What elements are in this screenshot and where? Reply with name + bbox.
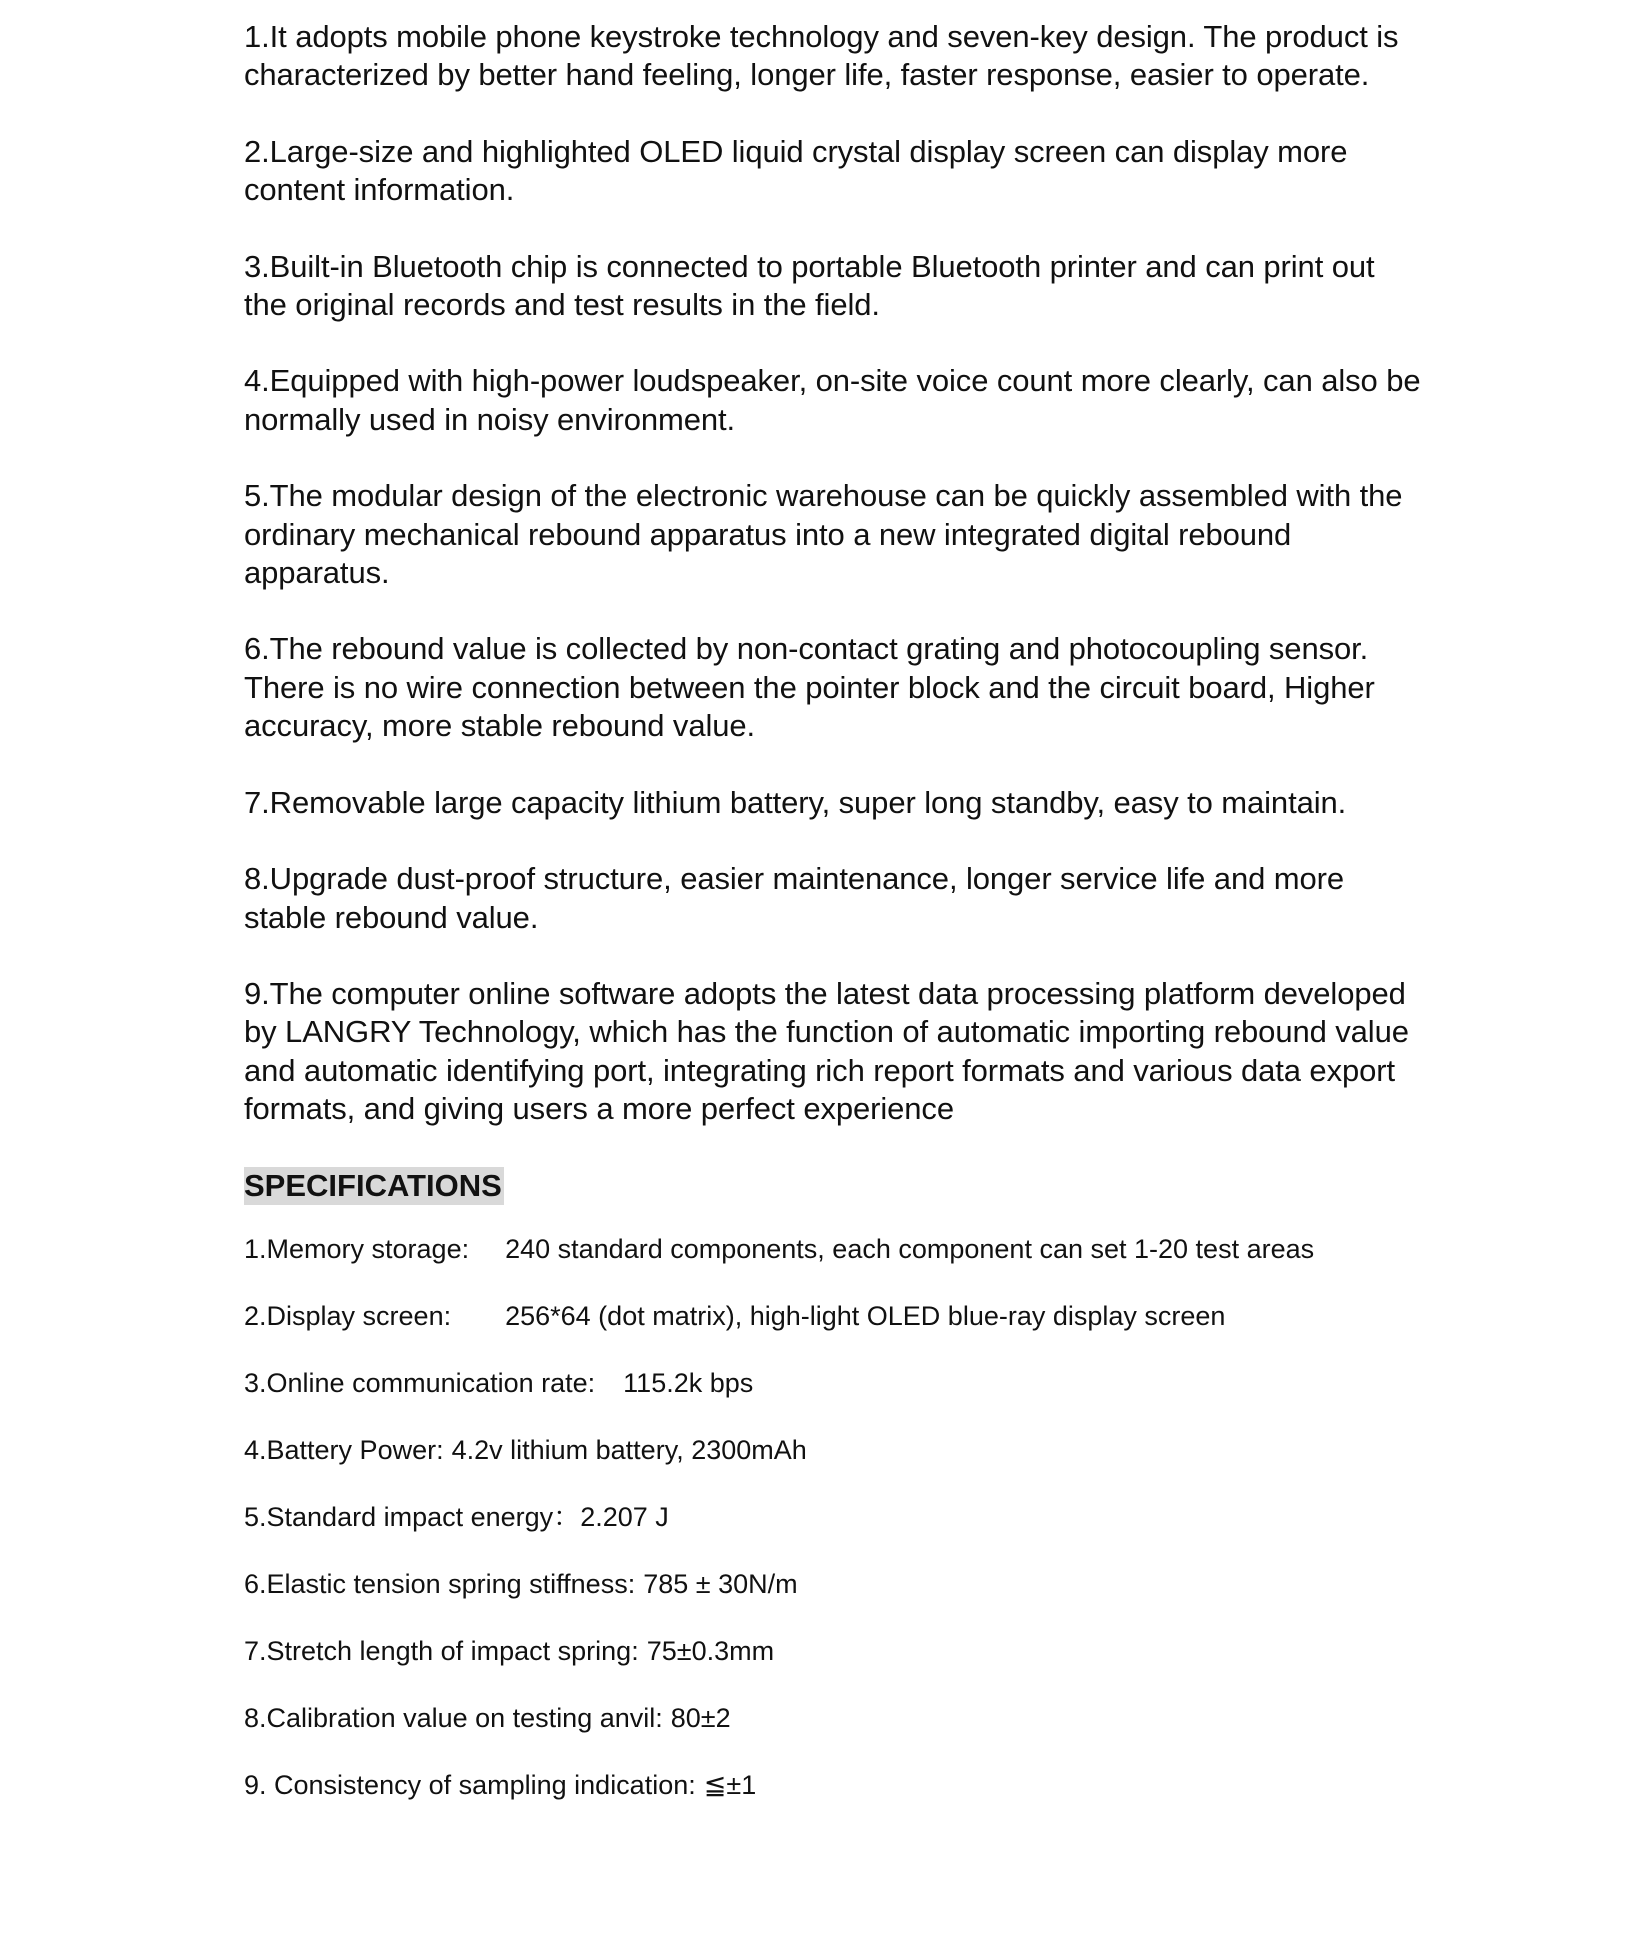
feature-item-6: 6.The rebound value is collected by non-contact grating and photocoupling sensor. There is no wire connection between the pointer block and the circuit board, Higher accuracy, more stable rebound value.	[244, 631, 1375, 744]
document-content	[244, 18, 1424, 1834]
spec-item-sampling-consistency	[244, 1767, 1424, 1803]
spec-value: 240 standard components, each component can set 1-20 test areas	[505, 1233, 1315, 1264]
feature-item-2: 2.Large-size and highlighted OLED liquid crystal display screen can display more content information.	[244, 133, 1348, 208]
spec-label: 6.Elastic tension spring stiffness:	[244, 1568, 636, 1599]
spec-label: 1.Memory storage:	[244, 1233, 470, 1264]
spec-value: 115.2k bps	[623, 1367, 754, 1398]
specifications-heading: SPECIFICATIONS	[244, 1167, 502, 1203]
spec-label: 7.Stretch length of impact spring:	[244, 1635, 639, 1666]
spec-item-stretch-length	[244, 1633, 1424, 1669]
spec-label: 9. Consistency of sampling indication:	[244, 1769, 696, 1800]
spec-value: 4.2v lithium battery, 2300mAh	[451, 1434, 807, 1465]
spec-item-battery-power	[244, 1432, 1424, 1468]
feature-item-7: 7.Removable large capacity lithium battery, super long standby, easy to maintain.	[244, 784, 1347, 820]
spec-label: 3.Online communication rate:	[244, 1367, 596, 1398]
spec-label: 4.Battery Power:	[244, 1434, 444, 1465]
feature-item-5: 5.The modular design of the electronic warehouse can be quickly assembled with the ordinary mechanical rebound apparatus into a new integrated digital rebound apparatus.	[244, 478, 1403, 591]
specifications-heading-container	[244, 1167, 1424, 1205]
spec-value: 75±0.3mm	[646, 1635, 775, 1666]
spec-value: 80±2	[670, 1702, 731, 1733]
spec-value: 256*64 (dot matrix), high-light OLED blue-ray display screen	[505, 1300, 1226, 1331]
spec-item-display-screen	[244, 1298, 1424, 1334]
feature-item-4: 4.Equipped with high-power loudspeaker, on-site voice count more clearly, can also be normally used in noisy environment.	[244, 363, 1421, 437]
spec-item-memory-storage	[244, 1231, 1424, 1267]
spec-item-communication-rate	[244, 1365, 1424, 1401]
spec-item-spring-stiffness	[244, 1566, 1424, 1602]
spec-label: 8.Calibration value on testing anvil:	[244, 1702, 663, 1733]
spec-item-impact-energy	[244, 1499, 1424, 1535]
feature-item-1: 1.It adopts mobile phone keystroke technology and seven-key design. The product is characterized by better hand feeling, longer life, faster response, easier to operate.	[244, 19, 1399, 93]
feature-item-9: 9.The computer online software adopts the latest data processing platform developed by LANGRY Technology, which has the function of automatic importing rebound value and automatic identifying port, integrating rich report formats and various data export formats, and giving users a more perfect experience	[244, 975, 1409, 1127]
feature-item-8: 8.Upgrade dust-proof structure, easier maintenance, longer service life and more stable rebound value.	[244, 861, 1344, 935]
spec-item-calibration-value	[244, 1700, 1424, 1736]
spec-value: 2.207 J	[580, 1501, 669, 1532]
feature-item-3: 3.Built-in Bluetooth chip is connected to portable Bluetooth printer and can print out the original records and test results in the field.	[244, 248, 1375, 323]
specifications-list	[244, 1231, 1424, 1803]
spec-value: 785 ± 30N/m	[643, 1568, 798, 1599]
spec-label: 5.Standard impact energy：	[244, 1501, 581, 1532]
feature-list	[244, 18, 1424, 1129]
spec-value: ≦±1	[703, 1769, 757, 1800]
spec-label: 2.Display screen:	[244, 1300, 452, 1331]
